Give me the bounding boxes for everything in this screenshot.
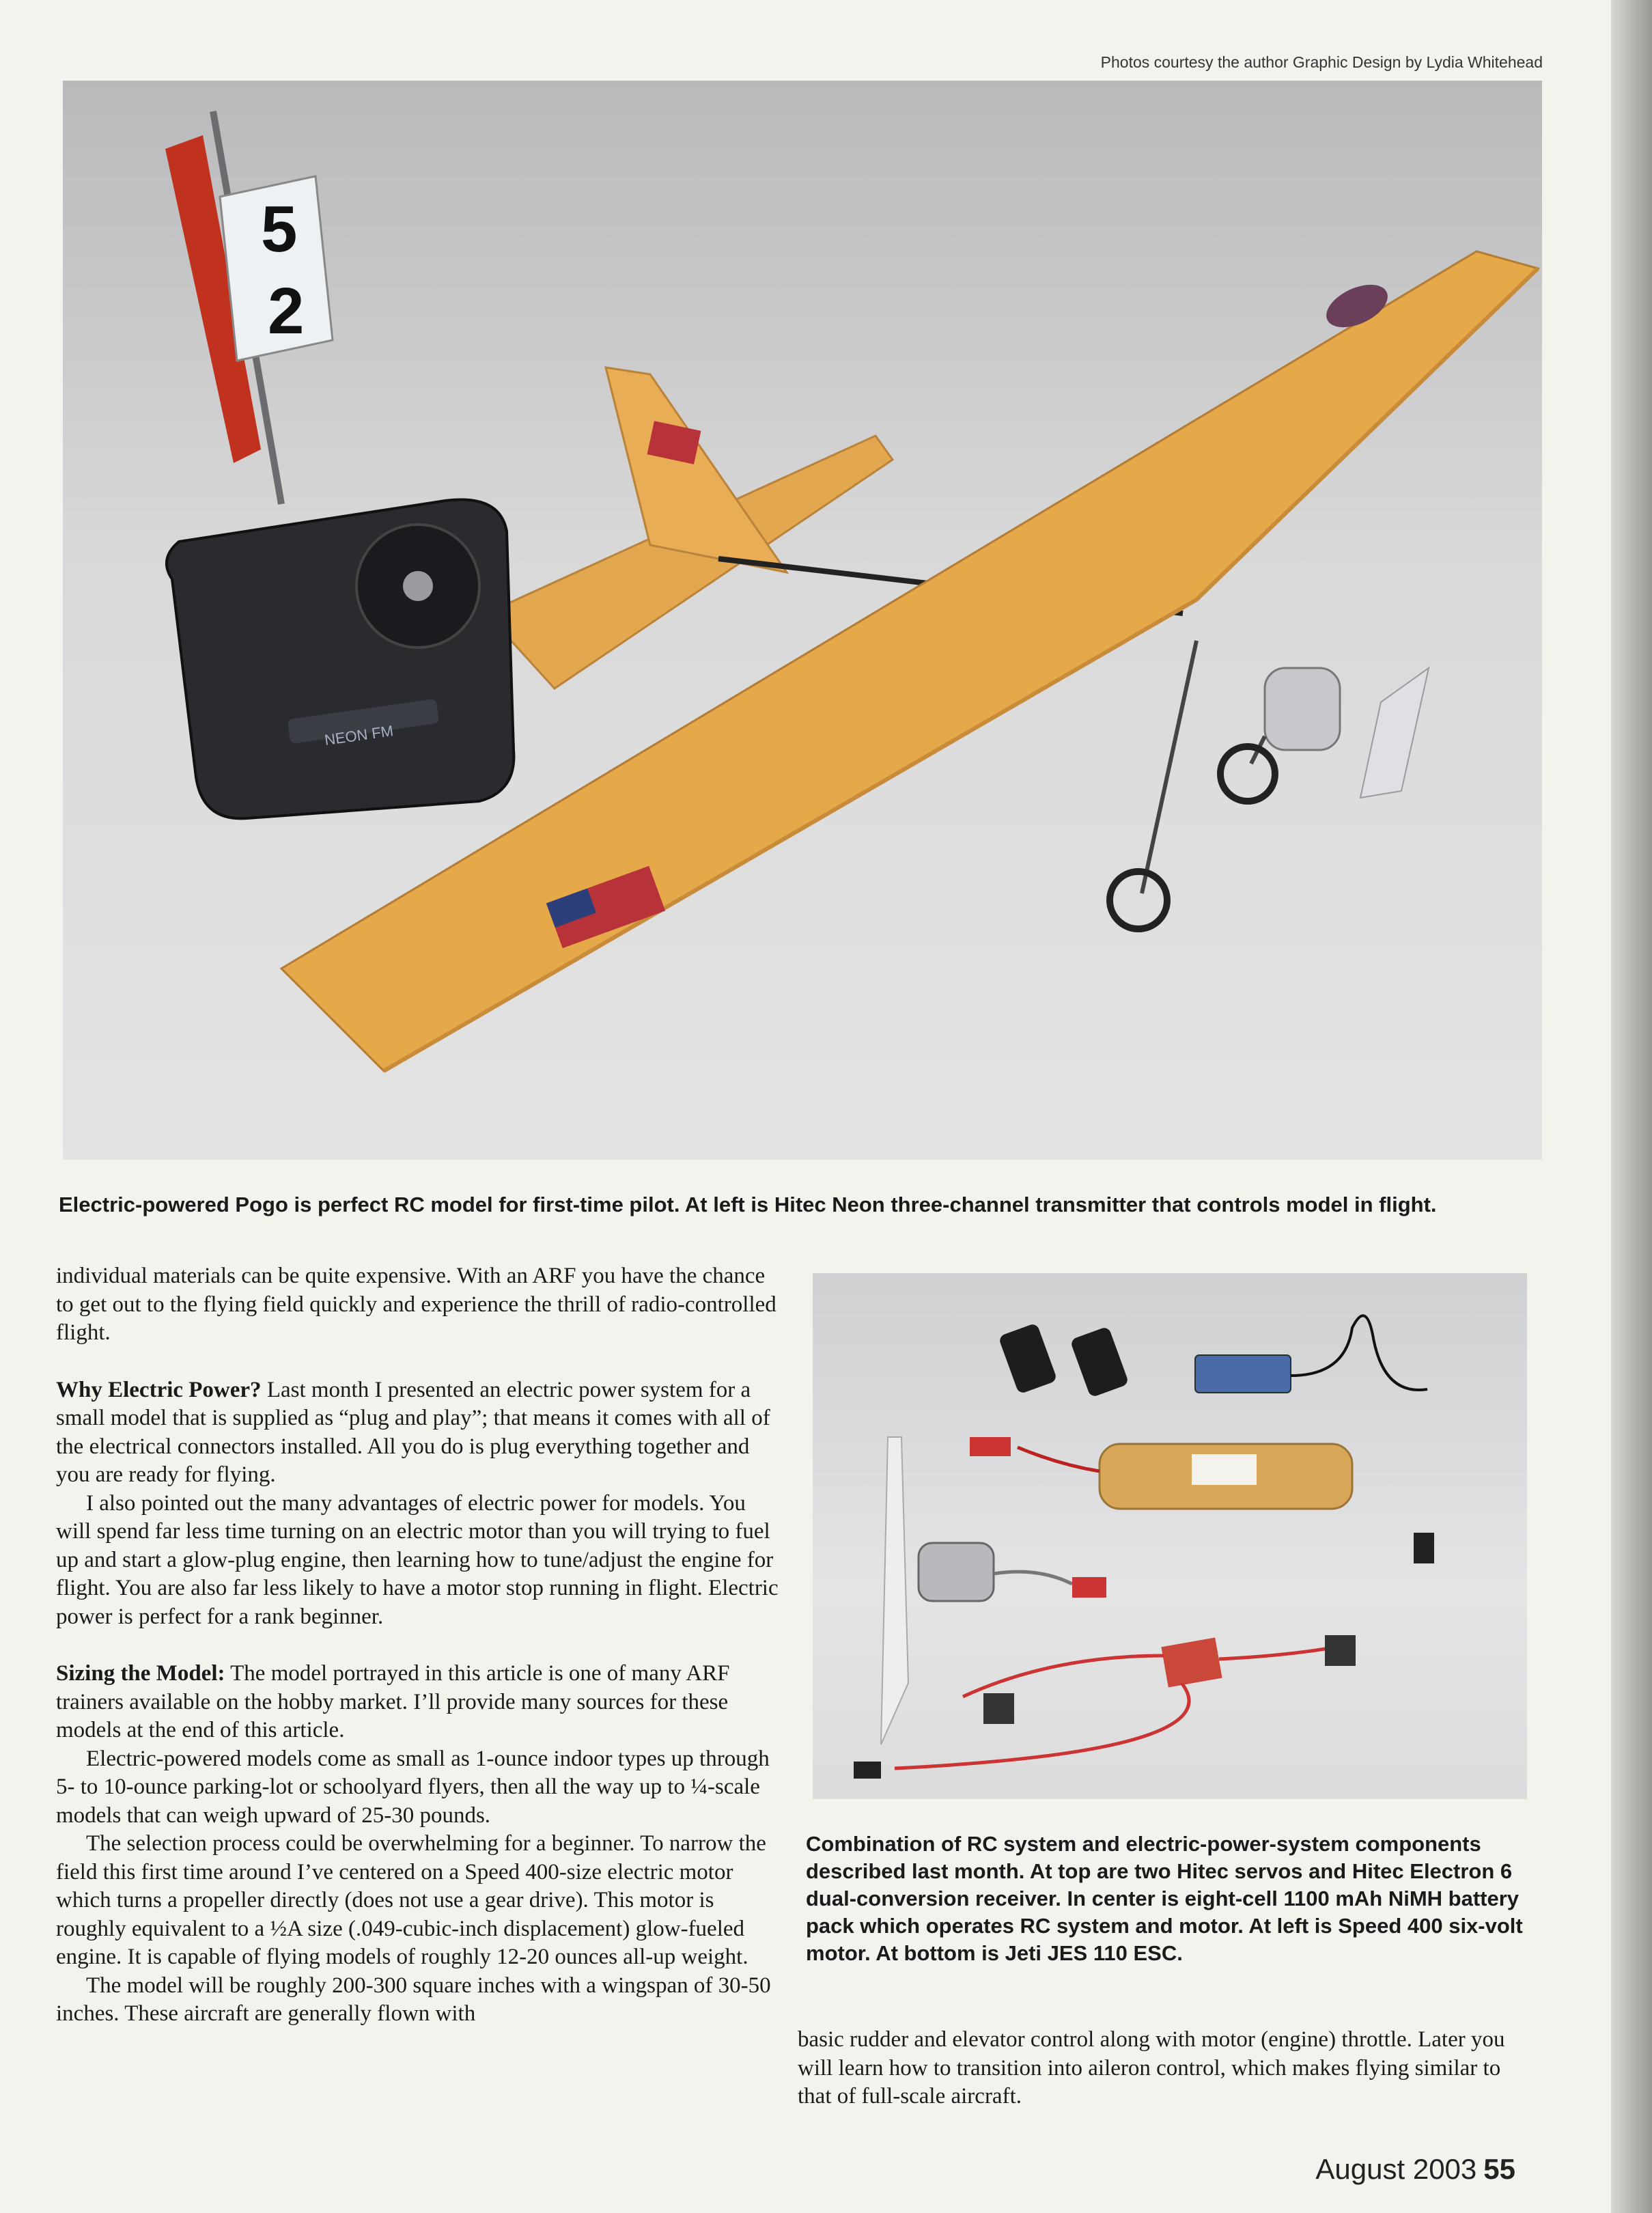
right-column <box>798 2026 1535 2111</box>
components-illustration <box>813 1273 1527 1799</box>
issue-date: August 2003 <box>1315 2153 1477 2185</box>
receiver-icon <box>1195 1355 1291 1393</box>
flag-number-top: 5 <box>261 193 298 266</box>
components-photo-caption: Combination of RC system and electric-power-system components described last month. At top are two Hitec servos and Hitec Electron 6 dual-conversion receiver. In center is eight-cell 1100 mAh NiMH battery pack which operates RC system and motor. At left is Speed 400 six-volt motor. At bottom is Jeti JES 110 ESC. <box>806 1832 1523 1965</box>
paragraph: basic rudder and elevator control along with motor (engine) throttle. Later you will learn how to transition into aileron control, which makes flying similar to that of full-scale aircraft. <box>798 2027 1505 2108</box>
motor-icon <box>919 1543 994 1601</box>
motor-icon <box>1265 668 1340 750</box>
esc-icon <box>1161 1638 1222 1688</box>
paragraph-why-electric: Why Electric Power? Last month I presented an electric power system for a small model that is supplied as “plug and play”; that means it comes with all of the electrical connectors installed. All you do is plug everything together and you are ready for flying. <box>56 1377 770 1487</box>
transmitter-label: NEON FM <box>323 722 395 749</box>
subhead: Why Electric Power? <box>56 1377 262 1402</box>
paragraph: I also pointed out the many advantages of electric power for models. You will spend far less time turning on an electric motor than you will trying to fuel up and start a glow-plug engine, then learning how to tune/adjust the engine for flight. You are also far less likely to have a motor stop running in flight. Electric power is perfect for a rank beginner. <box>56 1490 779 1629</box>
paragraph-sizing: Sizing the Model: The model portrayed in this article is one of many ARF trainers available on the hobby market. I’ll provide many sources for these models at the end of this article. <box>56 1661 730 1742</box>
vertical-fin <box>606 367 787 572</box>
wheel-left-icon <box>1110 872 1167 929</box>
propeller-icon <box>1360 668 1429 798</box>
photo-credit: Photos courtesy the author Graphic Design by Lydia Whitehead <box>1100 53 1543 71</box>
paragraph: individual materials can be quite expensive. With an ARF you have the chance to get out to the flying field quickly and experience the thrill of radio-controlled flight. <box>56 1264 776 1345</box>
flag-number-bottom: 2 <box>268 275 305 348</box>
subhead: Sizing the Model: <box>56 1661 225 1686</box>
wheel-right-icon <box>1220 747 1275 801</box>
propeller-icon <box>881 1437 908 1744</box>
paragraph: The selection process could be overwhelming for a beginner. To narrow the field this first time around I’ve centered on a Speed 400-size electric motor which turns a propeller directly (does not use a gear drive). This motor is roughly equivalent to a ½A size (.049-cubic-inch displacement) glow-fueled engine. It is capable of flying models of roughly 12-20 ounces all-up weight. <box>56 1831 766 1969</box>
components-photo <box>813 1273 1527 1799</box>
airplane-transmitter-illustration <box>63 81 1542 1160</box>
servo-icon <box>1069 1326 1129 1397</box>
main-photo <box>63 81 1542 1160</box>
page-edge <box>1611 0 1652 2213</box>
page-number: 55 <box>1483 2153 1515 2185</box>
main-photo-caption: Electric-powered Pogo is perfect RC model for first-time pilot. At left is Hitec Neon three-channel transmitter that controls model in flight. <box>59 1193 1437 1216</box>
page-folio <box>1315 2153 1515 2186</box>
paragraph: Electric-powered models come as small as 1-ounce indoor types up through 5- to 10-ounce parking-lot or schoolyard flyers, then all the way up to ¼-scale models that can weigh upward of 25-30 pounds. <box>56 1746 770 1828</box>
servo-icon <box>998 1322 1057 1394</box>
paragraph: The model will be roughly 200-300 square inches with a wingspan of 30-50 inches. These aircraft are generally flown with <box>56 1973 771 2026</box>
left-column <box>56 1262 780 2029</box>
